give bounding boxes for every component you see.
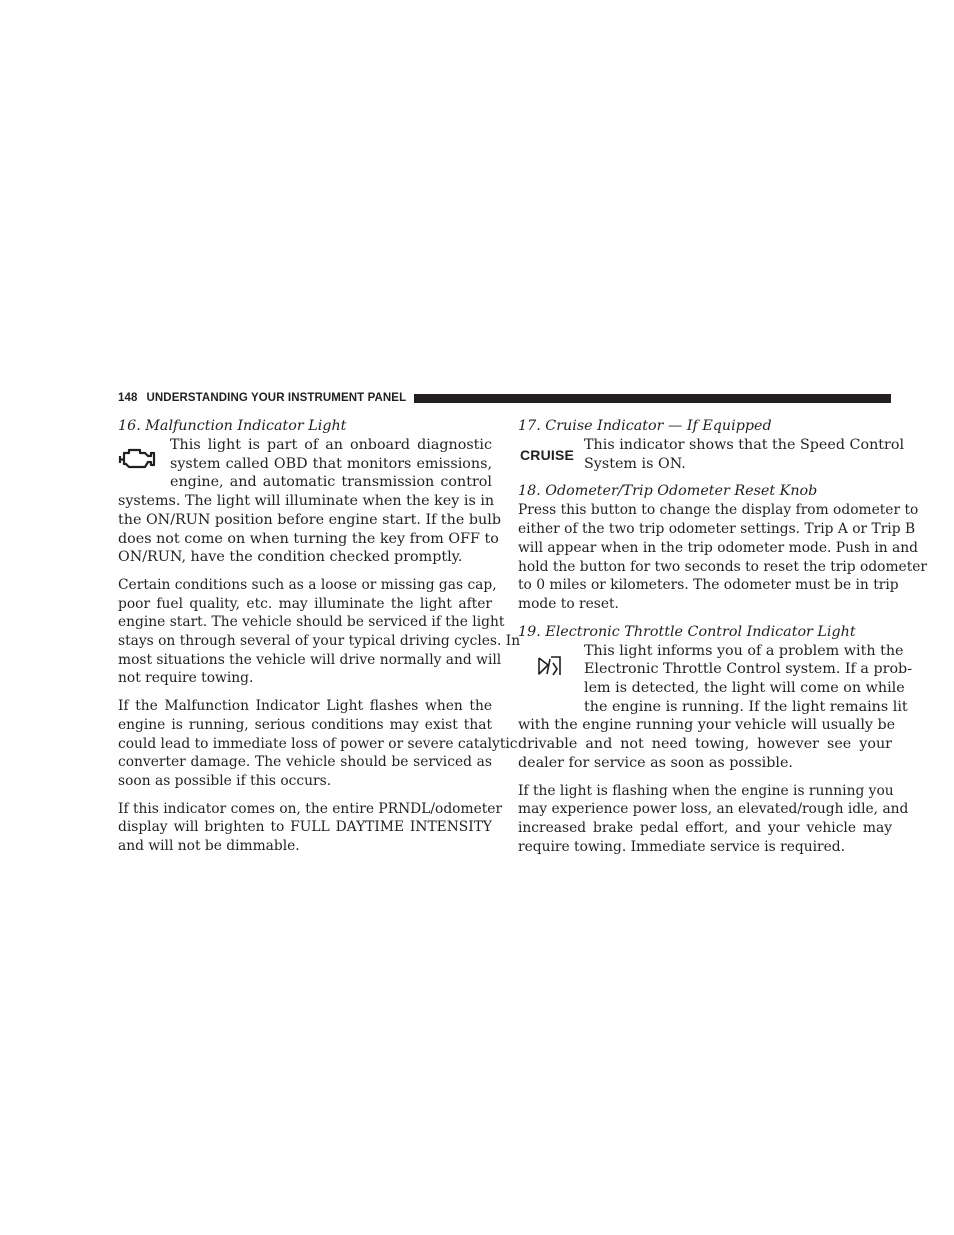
text-line: If this indicator comes on, the entire PRNDL/odometer [118,800,503,817]
text-line: the ON/RUN position before engine start. If the bulb [118,511,501,528]
text-line: could lead to immediate loss of power or severe catalytic [118,735,518,752]
header-rule [414,394,891,403]
heading-cruise-indicator: 17. Cruise Indicator — If Equipped [518,418,772,434]
text-line: most situations the vehicle will drive normally and will [118,651,502,668]
text-line: If the Malfunction Indicator Light flashes when the [118,698,492,715]
text-line: lem is detected, the light will come on while [584,680,905,697]
text-line: This light is part of an onboard diagnostic [170,437,492,453]
text-line: This indicator shows that the Speed Control [584,437,905,453]
paragraph-prndl [118,800,503,856]
throttle-section [518,642,913,773]
paragraph-flashing [518,782,909,857]
text-line: system called OBD that monitors emissions, [170,455,492,472]
text-line: require towing. Immediate service is required. [518,838,846,855]
text-line: not require towing. [118,670,254,687]
text-line: Press this button to change the display from odometer to [518,502,919,519]
text-line: to 0 miles or kilometers. The odometer must be in trip [518,577,899,594]
text-line: and will not be dimmable. [118,838,300,855]
engine-check-icon [118,446,162,476]
heading-throttle-control: 19. Electronic Throttle Control Indicator Light [518,623,856,640]
page-header [118,390,891,406]
text-line: stays on through several of your typical driving cycles. In [118,633,521,650]
text-line: the engine is running. If the light remains lit [584,698,908,715]
paragraph-odometer [518,501,928,613]
text-line: systems. The light will illuminate when the key is in [118,493,495,510]
text-line: ON/RUN, have the condition checked promptly. [118,549,463,566]
text-line: drivable and not need towing, however see your [518,736,892,753]
text-line: hold the button for two seconds to reset the trip odometer [518,558,928,575]
text-line: mode to reset. [518,595,619,612]
right-column [518,417,928,865]
text-line: soon as possible if this occurs. [118,772,332,789]
paragraph-conditions [118,576,521,688]
text-line: either of the two trip odometer settings. Trip A or Trip B [518,521,916,538]
text-line: with the engine running your vehicle will usually be [518,717,896,734]
text-line: engine is running, serious conditions may exist that [118,716,492,733]
text-line: Certain conditions such as a loose or missing gas cap, [118,576,497,593]
malfunction-section [118,436,501,567]
heading-malfunction-indicator: 16. Malfunction Indicator Light [118,418,347,434]
text-line: poor fuel quality, etc. may illuminate the light after [118,595,492,612]
text-line: engine start. The vehicle should be serviced if the light [118,614,505,631]
left-column [118,417,521,865]
section-title: UNDERSTANDING YOUR INSTRUMENT PANEL [146,392,407,404]
text-line: may experience power loss, an elevated/rough idle, and [518,801,909,818]
text-line: converter damage. The vehicle should be serviced as [118,754,492,771]
text-line: Electronic Throttle Control system. If a prob- [584,661,913,678]
text-line: If the light is flashing when the engine is running you [518,782,894,799]
cruise-section [518,436,905,473]
electronic-throttle-control-icon [536,655,562,683]
text-line: dealer for service as soon as possible. [518,754,793,771]
text-line: increased brake pedal effort, and your vehicle may [518,819,892,836]
text-line: does not come on when turning the key from OFF to [118,530,499,547]
paragraph-flashes [118,697,518,791]
page-number: 148 [118,392,138,404]
cruise-icon: CRUISE [520,447,575,463]
text-line: System is ON. [584,455,686,472]
text-line: will appear when in the trip odometer mode. Push in and [518,539,918,556]
heading-odometer-reset: 18. Odometer/Trip Odometer Reset Knob [518,483,818,500]
text-line: This light informs you of a problem with the [584,642,904,659]
text-line: engine, and automatic transmission control [170,474,492,491]
text-line: display will brighten to FULL DAYTIME INTENSITY [118,819,492,836]
